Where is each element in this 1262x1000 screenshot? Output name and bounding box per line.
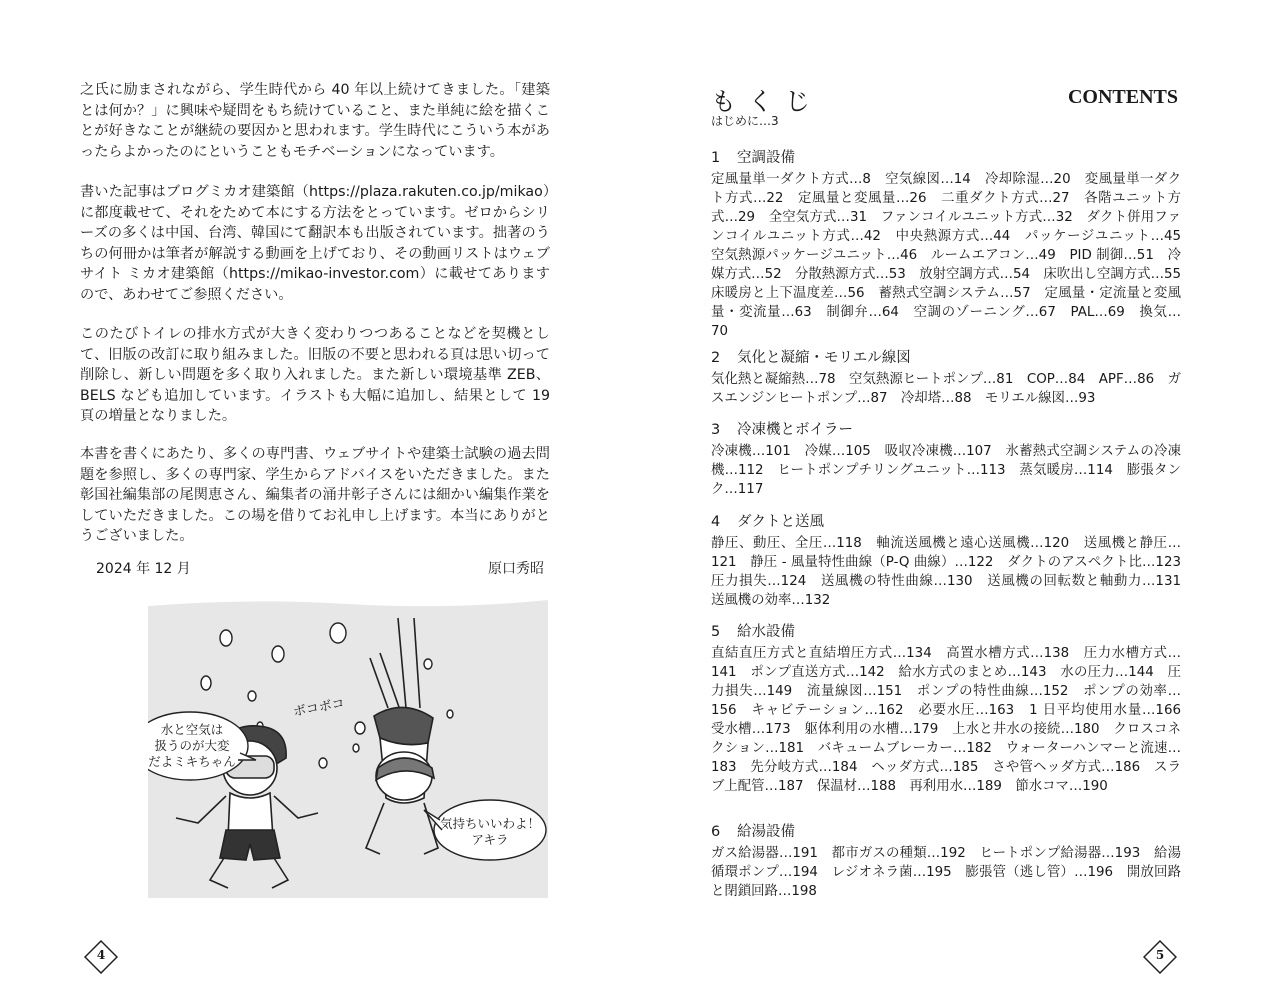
section-entries: 定風量単一ダクト方式…8 空気線図…14 冷却除湿…20 変風量単一ダクト方式…22 定風量と変風量…26 二重ダクト方式…27 各階ユニット方式…29 全空気方式…31 ファンコイルユニット方式…32 ダクト併用ファンコイルユニット方式…42 中央熱源方式…44 パッケージユニット…45 空気熱源パッケージユニット…46 ルームエアコン…49 PID 制御…51 冷媒方式…52 分散熱源方式…53 放射空調方式…54 床吹出し空調方式…55 床暖房と上下温度差…56 蓄熱式空調システム…57 定風量・定流量と変風量・変流量…63 制御弁…64 空調のゾーニング…67 PAL…69 換気…70 <box>711 172 1195 339</box>
section-number: 3 <box>711 422 721 438</box>
preface-paragraph-2: 書いた記事はブログミカオ建築館（https://plaza.rakuten.co.jp/mikao）に都度載せて、それをためて本にする方法をとっています。ゼロからシリーズの多くは中国、台湾、韓国にて翻訳本も出版されています。拙著のうちの何冊かは筆者が解説する動画を上げており、その動画リストはウェブサイト ミカオ建築館（https://mikao-investor.com）に載せてありますので、あわせてご参照ください。 <box>80 184 550 303</box>
section-entries: 気化熱と凝縮熱…78 空気熱源ヒートポンプ…81 COP…84 APF…86 ガスエンジンヒートポンプ…87 冷却塔…88 モリエル線図…93 <box>711 372 1181 406</box>
toc-section-6 <box>711 822 1181 901</box>
section-entries: 静圧、動圧、全圧…118 軸流送風機と遠心送風機…120 送風機と静圧…121 静圧 - 風量特性曲線（P-Q 曲線）…122 ダクトのアスペクト比…123 圧力損失…124 送風機の特性曲線…130 送風機の回転数と軸動力…131 送風機の効率…132 <box>711 536 1195 608</box>
right-page <box>631 0 1262 1000</box>
signoff-date: 2024 年 12 月 <box>96 561 191 577</box>
section-entries: ガス給湯器…191 都市ガスの種類…192 ヒートポンプ給湯器…193 給湯循環ポンプ…194 レジオネラ菌…195 膨張管（逃し管）…196 開放回路と閉鎖回路…198 <box>711 846 1181 899</box>
toc-section-heading <box>711 822 1181 842</box>
page-number-right <box>1143 940 1177 974</box>
speech-bubble-girl <box>434 816 546 848</box>
page-number-left-text: 4 <box>96 948 106 962</box>
page-number-left <box>84 940 118 974</box>
preface-paragraph-3: このたびトイレの排水方式が大きく変わりつつあることなどを契機として、旧版の改訂に取り組みました。旧版の不要と思われる頁は思い切って削除し、新しい問題を多く取り入れました。また新しい環境基準 ZEB、BELS なども追加しています。イラストも大幅に追加し、結果として 19 頁の増量となりました。 <box>80 326 550 424</box>
section-entries: 直結直圧方式と直結増圧方式…134 高置水槽方式…138 圧力水槽方式…141 ポンプ直送方式…142 給水方式のまとめ…143 水の圧力…144 圧力損失…149 流量線図…151 ポンプの特性曲線…152 ポンプの効率…156 キャビテーション…162 必要水圧…163 1 日平均使用水量…166 受水槽…173 躯体利用の水槽…179 上水と井水の接続…180 クロスコネクション…181 バキュームブレーカー…182 ウォーターハンマーと流速…183 先分岐方式…184 ヘッダ方式…185 さや管ヘッダ方式…186 スラブ上配管…187 保温材…188 再利用水…189 節水コマ…190 <box>711 646 1195 794</box>
section-title: 冷凍機とボイラー <box>737 422 853 438</box>
contents-label: CONTENTS <box>1067 86 1178 108</box>
preface-paragraph-1: 之氏に励まされながら、学生時代から 40 年以上続けてきました。「建築とは何か？」に興味や疑問をもち続けていること、また単純に絵を描くことが好きなことが継続の要因かと思われます。学生時代にこういう本があったらよかったのにということもモチベーションになっています。 <box>80 82 550 160</box>
toc-section-3 <box>711 420 1181 499</box>
page-number-right-text: 5 <box>1155 948 1165 962</box>
underwater-illustration <box>148 598 548 898</box>
section-number: 6 <box>711 824 721 840</box>
section-number: 1 <box>711 150 721 166</box>
toc-section-1 <box>711 148 1195 341</box>
toc-section-4 <box>711 512 1195 610</box>
section-title: 気化と凝縮・モリエル線図 <box>737 350 911 366</box>
toc-section-heading <box>711 148 1181 168</box>
sfx-text: ボコボコ <box>292 696 346 720</box>
section-entries: 冷凍機…101 冷媒…105 吸収冷凍機…107 氷蓄熱式空調システムの冷凍機…112 ヒートポンプチリングユニット…113 蒸気暖房…114 膨張タンク…117 <box>711 444 1181 497</box>
section-title: 空調設備 <box>737 150 795 166</box>
toc-section-heading <box>711 512 1181 532</box>
section-title: 給水設備 <box>737 624 795 640</box>
toc-intro-entry: はじめに…3 <box>711 114 779 128</box>
speech-bubble-boy-text: 水と空気は 扱うのが大変 だよミキちゃん <box>148 722 236 769</box>
speech-bubble-girl-text: 気持ちいいわよ！ アキラ <box>439 816 540 847</box>
toc-title: もくじ <box>711 87 823 116</box>
section-title: 給湯設備 <box>737 824 795 840</box>
preface-paragraph-4: 本書を書くにあたり、多くの専門書、ウェブサイトや建築士試験の過去問題を参照し、多くの専門家、学生からアドバイスをいただきました。また彰国社編集部の尾関恵さん、編集者の涌井彰子さんには細かい編集作業をしていただきました。この場を借りてお礼申し上げます。本当にありがとうございました。 <box>80 446 550 544</box>
toc-section-2 <box>711 348 1181 408</box>
toc-section-5 <box>711 622 1195 796</box>
signoff-author: 原口秀昭 <box>488 561 544 577</box>
speech-bubble-boy <box>132 722 252 770</box>
section-number: 5 <box>711 624 721 640</box>
section-number: 4 <box>711 514 721 530</box>
section-title: ダクトと送風 <box>737 514 824 530</box>
toc-section-heading <box>711 348 1181 368</box>
toc-section-heading <box>711 420 1181 440</box>
section-number: 2 <box>711 350 721 366</box>
toc-section-heading <box>711 622 1181 642</box>
